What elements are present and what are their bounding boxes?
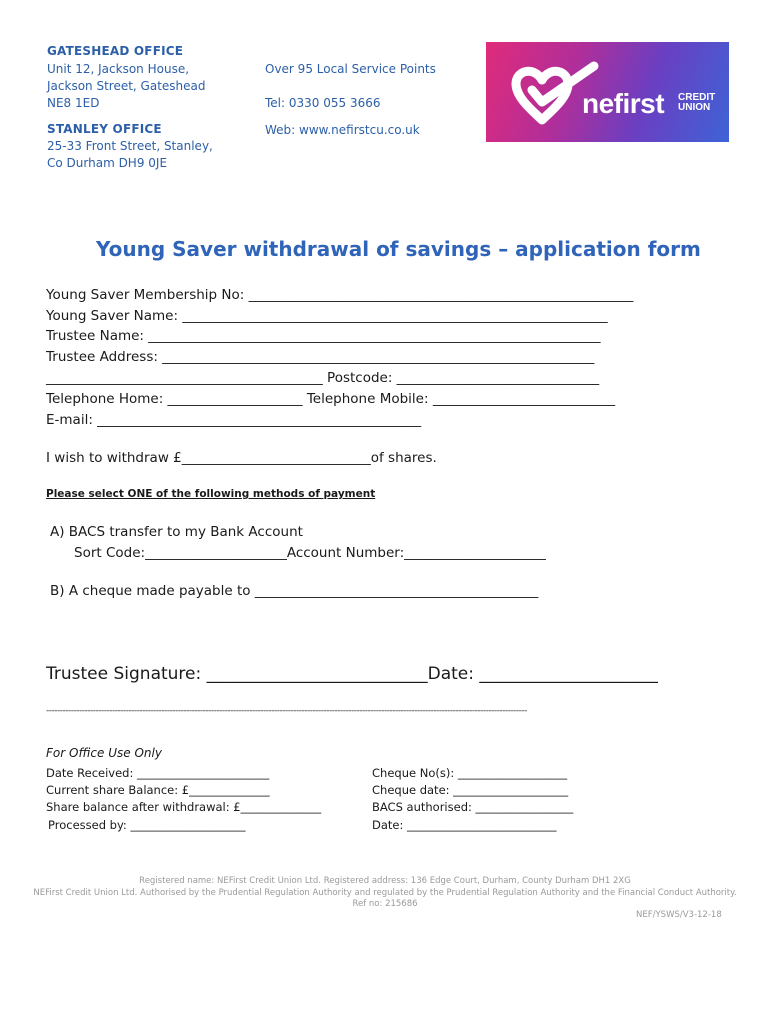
service-points: Over 95 Local Service Points <box>265 62 436 76</box>
current-balance-field[interactable]: Current share Balance: £______________ <box>46 783 270 797</box>
stanley-address-line1: 25-33 Front Street, Stanley, <box>47 139 213 153</box>
balance-after-field[interactable]: Share balance after withdrawal: £______________ <box>46 800 322 814</box>
stanley-office-heading: STANLEY OFFICE <box>47 122 162 136</box>
website: Web: www.nefirstcu.co.uk <box>265 123 420 137</box>
footer-authorisation: NEFirst Credit Union Ltd. Authorised by the Prudential Regulation Authority and regulated by the Prudential Regulation Authority and the Financial Conduct Authority. <box>33 888 737 898</box>
cheque-date-field[interactable]: Cheque date: ____________________ <box>372 783 569 797</box>
telephone-number: Tel: 0330 055 3666 <box>265 96 381 110</box>
saver-name-field[interactable]: Young Saver Name: _______________________________________________________________ <box>46 308 608 324</box>
address-postcode-field[interactable]: _________________________________________ Postcode: ______________________________ <box>46 370 600 386</box>
gateshead-address-line1: Unit 12, Jackson House, <box>47 62 190 76</box>
office-date-field[interactable]: Date: __________________________ <box>372 818 557 832</box>
logo-brand-text: nefirst <box>582 88 665 119</box>
payment-option-cheque[interactable]: B) A cheque made payable to __________________________________________ <box>50 583 539 599</box>
processed-by-field[interactable]: Processed by: ____________________ <box>48 818 246 832</box>
nefirst-logo <box>486 42 729 142</box>
trustee-signature-field[interactable]: Trustee Signature: __________________________Date: _____________________ <box>46 664 658 684</box>
gateshead-address-line2: Jackson Street, Gateshead <box>47 79 206 93</box>
separator-line: ------------------------------------------------------------------------------------------------------------------------------------------------------------------------------- <box>46 706 527 716</box>
footer-ref-no: Ref no: 215686 <box>352 899 418 909</box>
trustee-name-field[interactable]: Trustee Name: ___________________________________________________________________ <box>46 328 601 344</box>
cheque-no-field[interactable]: Cheque No(s): ___________________ <box>372 766 568 780</box>
email-field[interactable]: E-mail: ________________________________________________ <box>46 412 422 428</box>
logo-union-text: UNION <box>678 102 711 113</box>
form-title: Young Saver withdrawal of savings – application form <box>96 237 701 261</box>
withdraw-amount-field[interactable]: I wish to withdraw £____________________________of shares. <box>46 450 437 466</box>
membership-no-field[interactable]: Young Saver Membership No: _________________________________________________________ <box>46 287 634 303</box>
gateshead-office-heading: GATESHEAD OFFICE <box>47 44 184 58</box>
bank-details-field[interactable]: Sort Code:_____________________Account Number:_____________________ <box>74 545 546 561</box>
logo-credit-text: CREDIT <box>678 92 716 103</box>
stanley-address-line2: Co Durham DH9 0JE <box>47 156 168 170</box>
date-received-field[interactable]: Date Received: _______________________ <box>46 766 270 780</box>
bacs-authorised-field[interactable]: BACS authorised: _________________ <box>372 800 574 814</box>
gateshead-address-line3: NE8 1ED <box>47 96 100 110</box>
office-use-heading: For Office Use Only <box>46 746 162 760</box>
payment-option-bacs[interactable]: A) BACS transfer to my Bank Account <box>50 524 303 540</box>
payment-method-heading: Please select ONE of the following methods of payment <box>46 488 376 500</box>
document-reference: NEF/YSWS/V3-12-18 <box>636 910 722 920</box>
telephone-fields[interactable]: Telephone Home: ____________________ Telephone Mobile: ___________________________ <box>46 391 616 407</box>
footer-registered-name: Registered name: NEFirst Credit Union Ltd. Registered address: 136 Edge Court, Durham, County Durham DH1 2XG <box>139 876 631 886</box>
trustee-address-field[interactable]: Trustee Address: ________________________________________________________________ <box>46 349 595 365</box>
